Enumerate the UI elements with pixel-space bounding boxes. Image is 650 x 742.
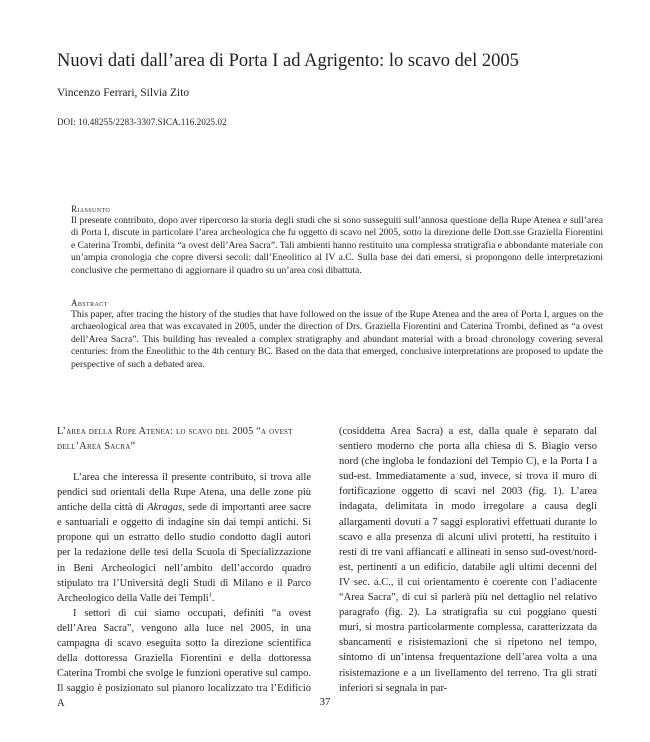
footnote-marker[interactable]: 1 — [208, 591, 212, 599]
page-number: 37 — [319, 696, 331, 708]
body-paragraph-1 — [57, 470, 311, 606]
abstract-heading: Abstract — [71, 298, 108, 308]
para1-text-end: . — [211, 592, 215, 604]
body-paragraph-2: I settori di cui siamo occupati, definiti “a ovest dell’Area Sacra”, vengono alla luce nel 2005, in una campagna di scavo eseguita sotto la direzione scientifica della dottoressa Graziella Fiorentini e della dottoressa Caterina Trombi che svolge le funzioni operative sul campo. Il saggio è posizionato sul pianoro localizzato tra l’Edificio A — [57, 607, 311, 710]
riassunto-heading: Riassunto — [71, 204, 111, 214]
body-paragraph-2-continued: (cosiddetta Area Sacra) a est, dalla quale è separato dal sentiero moderno che porta alla chiesa di S. Biagio verso nord (che ingloba le fondazioni del Tempio C), e la Porta I a sud-est. Immediatamente a sud, invece, si trova il muro di fortificazione oggetto di scavi nel 2003 (fig. 1). L’area indagata, delimitata in modo irregolare a causa degli allargamenti dovuti a 7 saggi esplorativi effettuati durante lo scavo e alla presenza di alcuni ulivi protetti, ha restituito i resti di tre vani affiancati e allineati in senso sud-ovest/nord-est, pertinenti a un edificio, databile agli ultimi decenni del IV sec. a.C., il cui orientamento è coerente con l’adiacente “Area Sacra”, di cui si parlerà più nel dettaglio nel relativo paragrafo (fig. 2). La stratigrafia su cui poggiano questi muri, si mostra particolarmente complessa, caratterizzata da sbancamenti e risistemazioni che si ripetono nel tempo, sintomo di un’intensa frequentazione dell’area volta a una risistemazione e a un livellamento del terreno. Tra gli strati inferiori si segnala in par- — [339, 426, 597, 694]
article-doi[interactable]: DOI: 10.48255/2283-3307.SICA.116.2025.02 — [57, 117, 227, 127]
para1-italic-term: Akragas — [147, 502, 183, 514]
article-authors: Vincenzo Ferrari, Silvia Zito — [57, 87, 190, 99]
section-title: L’area della Rupe Atenea: lo scavo del 2005 “a ovest dell’Area Sacra” — [57, 426, 293, 452]
para1-text-b: , sede di importanti aree sacre e santuariali e oggetto di indagine sin dai tempi antichi. Si propone qui un estratto dello studio condotto dagli autori per la redazione delle tesi della Scuola di Specializzazione in Beni Archeologici nell’ambito dell’accordo quadro stipulato tra l’Università degli Studi di Milano e il Parco Archeologico della Valle dei Templi — [57, 502, 312, 604]
body-column-left — [57, 424, 311, 712]
abstract-text: This paper, after tracing the history of the studies that have followed on the issue of the Rupe Atenea and the area of Porta I, argues on the archaeological area that was excavated in 2005, under the direction of Drs. Graziella Fiorentini and Caterina Trombi, defined as “a ovest dell’Area Sacra”. This building has revealed a complex stratigraphy and abundant material with a broad chronology covering several centuries: from the Eneolithic to the 4th century BC. Based on the data that emerged, conclusive interpretations are proposed to update the perspective of such a debated area. — [71, 309, 603, 370]
body-column-right — [339, 424, 597, 696]
para1-text-a: L’area che interessa il presente contributo, si trova alle pendici sud orientali della Rupe Atena, una delle zone più antiche della città di — [57, 472, 311, 514]
article-title: Nuovi dati dall’area di Porta I ad Agrigento: lo scavo del 2005 — [57, 51, 519, 71]
riassunto-text: Il presente contributo, dopo aver ripercorso la storia degli studi che si sono susseguiti sull’annosa questione della Rupe Atenea e sull’area di Porta I, discute in particolare l’area archeologica che fu oggetto di scavo nel 2005, sotto la direzione delle Dott.sse Graziella Fiorentini e Caterina Trombi, definita “a ovest dell’Area Sacra”. Tali ambienti hanno restituito una complessa stratigrafia e abbondante materiale con un’ampia cronologia che copre diversi secoli: dall’Eneolitico al IV a.C. Sulla base dei dati emersi, si propongono delle interpretazioni conclusive che permettano di aggiornare il quadro su un’area così dibattuta. — [71, 215, 603, 276]
